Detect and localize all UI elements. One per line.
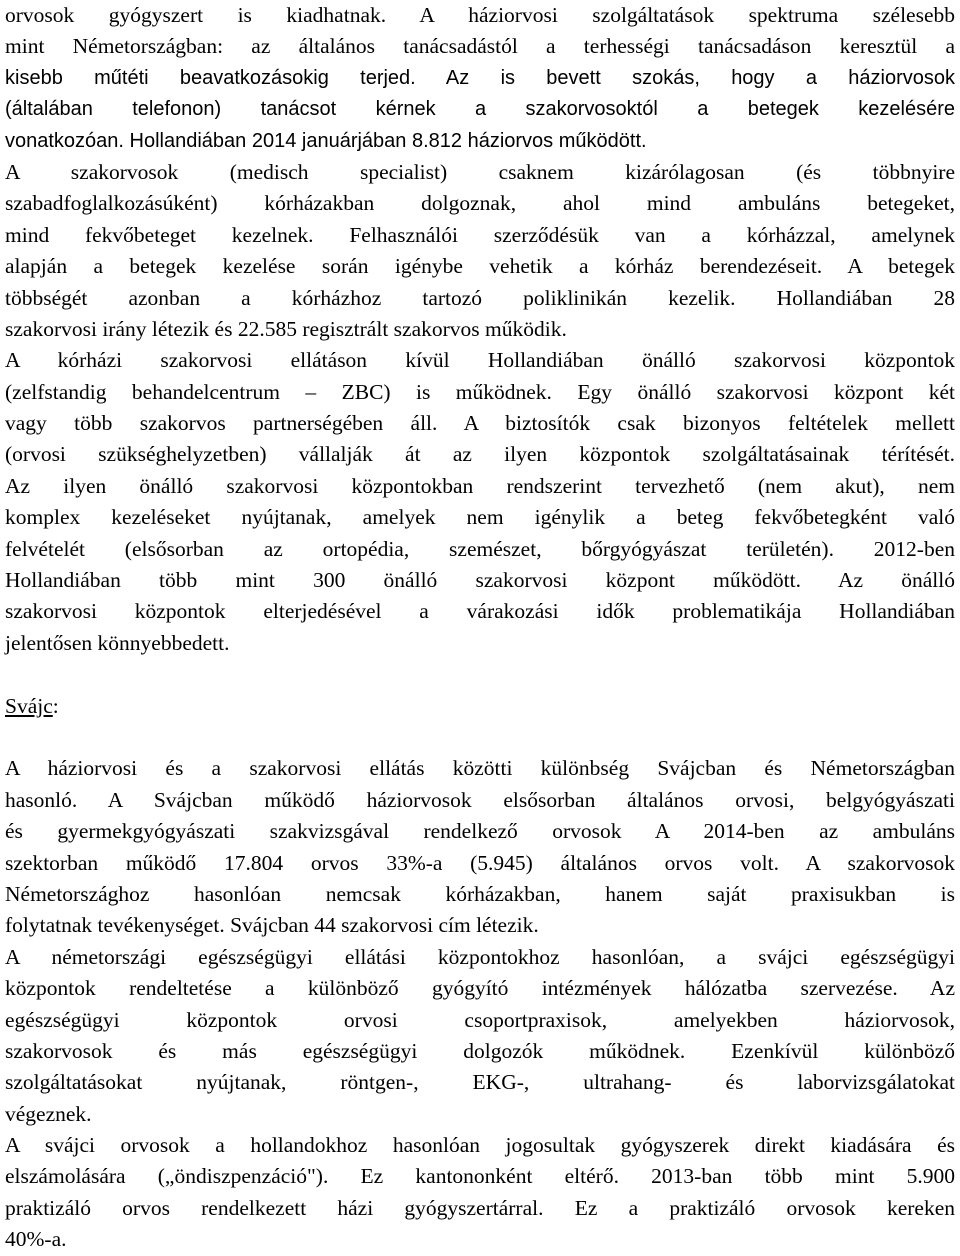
text-line: A svájci orvosok a hollandokhoz hasonlóan jogosultak gyógyszerek direkt kiadására és (5, 1133, 955, 1158)
text-line: kisebb műtéti beavatkozásokig terjed. Az is bevett szokás, hogy a háziorvosok (5, 66, 955, 89)
text-line: Az ilyen önálló szakorvosi központokban rendszerint tervezhető (nem akut), nem (5, 473, 955, 498)
text-line: szektorban működő 17.804 orvos 33%-a (5.945) általános orvos volt. A szakorvosok (5, 850, 955, 875)
paragraph (5, 0, 955, 157)
text-line: hasonló. A Svájcban működő háziorvosok elsősorban általános orvosi, belgyógyászati (5, 787, 955, 812)
text-line: A szakorvosok (medisch specialist) csaknem kizárólagosan (és többnyire (5, 159, 955, 184)
text-line: elszámolására („öndiszpenzáció"). Ez kantononként eltérő. 2013-ban több mint 5.900 (5, 1164, 955, 1189)
section-heading-switzerland (5, 691, 955, 722)
text-line: szabadfoglalkozásúként) kórházakban dolgoznak, ahol mind ambuláns betegeket, (5, 191, 955, 216)
text-line: praktizáló orvos rendelkezett házi gyógyszertárral. Ez a praktizáló orvosok kereken (5, 1195, 955, 1220)
text-line: orvosok gyógyszert is kiadhatnak. A háziorvosi szolgáltatások spektruma szélesebb (5, 3, 955, 27)
text-line: szakorvosi központok elterjedésével a várakozási idők problematikája Hollandiában (5, 599, 955, 624)
paragraph (5, 1130, 955, 1256)
text-line: A kórházi szakorvosi ellátáson kívül Hollandiában önálló szakorvosi központok (5, 348, 955, 373)
text-line: A háziorvosi és a szakorvosi ellátás közötti különbség Svájcban és Németországban (5, 756, 955, 781)
text-line: komplex kezeléseket nyújtanak, amelyek nem igénylik a beteg fekvőbetegként való (5, 505, 955, 530)
text-line: (zelfstandig behandelcentrum – ZBC) is működnek. Egy önálló szakorvosi központ két (5, 379, 955, 404)
document-section-netherlands (5, 0, 955, 659)
section-heading-text: Svájc (5, 693, 53, 718)
text-line: mind fekvőbeteget kezelnek. Felhasználói szerződésük van a kórházzal, amelynek (5, 222, 955, 247)
document-page (5, 0, 955, 1256)
spacer (5, 722, 955, 753)
text-line: mint Németországban: az általános tanácsadástól a terhességi tanácsadáson keresztül a (5, 34, 955, 59)
text-line: (általában telefonon) tanácsot kérnek a szakorvosoktól a betegek kezelésére (5, 98, 955, 121)
text-line: többségét azonban a kórházhoz tartozó poliklinikán kezelik. Hollandiában 28 (5, 285, 955, 310)
text-line: központok rendeltetése a különböző gyógyító intézmények hálózatba szervezése. Az (5, 976, 955, 1001)
text-line: jelentősen könnyebbedett. (5, 630, 230, 655)
paragraph (5, 345, 955, 659)
text-line: szolgáltatásokat nyújtanak, röntgen-, EKG-, ultrahang- és laborvizsgálatokat (5, 1070, 955, 1095)
text-line: egészségügyi központok orvosi csoportpraxisok, amelyekben háziorvosok, (5, 1007, 955, 1032)
text-line: felvételét (elsősorban az ortopédia, szemészet, bőrgyógyászat területén). 2012-ben (5, 536, 955, 561)
text-line: folytatnak tevékenységet. Svájcban 44 szakorvosi cím létezik. (5, 913, 539, 938)
text-line: szakorvosok és más egészségügyi dolgozók működnek. Ezenkívül különböző (5, 1038, 955, 1063)
text-line: A németországi egészségügyi ellátási központokhoz hasonlóan, a svájci egészségügyi (5, 944, 955, 969)
section-heading-colon: : (52, 693, 59, 718)
text-line: végeznek. (5, 1101, 92, 1126)
paragraph (5, 753, 955, 941)
text-line: vonatkozóan. Hollandiában 2014 januárjában 8.812 háziorvos működött. (5, 129, 647, 152)
paragraph (5, 157, 955, 345)
text-line: szakorvosi irány létezik és 22.585 regisztrált szakorvos működik. (5, 316, 567, 341)
text-line: Hollandiában több mint 300 önálló szakorvosi központ működött. Az önálló (5, 568, 955, 593)
text-line: alapján a betegek kezelése során igénybe vehetik a kórház berendezéseit. A betegek (5, 254, 955, 279)
text-line: (orvosi szükséghelyzetben) vállalják át az ilyen központok szolgáltatásainak térítését. (5, 442, 955, 467)
text-line: és gyermekgyógyászati szakvizsgával rendelkező orvosok A 2014-ben az ambuláns (5, 819, 955, 844)
text-line: vagy több szakorvos partnerségében áll. A biztosítók csak bizonyos feltételek mellett (5, 411, 955, 436)
paragraph (5, 942, 955, 1130)
document-section-switzerland (5, 753, 955, 1255)
text-line: 40%-a. (5, 1227, 67, 1252)
spacer (5, 659, 955, 690)
text-line: Németországhoz hasonlóan nemcsak kórházakban, hanem saját praxisukban is (5, 881, 955, 906)
